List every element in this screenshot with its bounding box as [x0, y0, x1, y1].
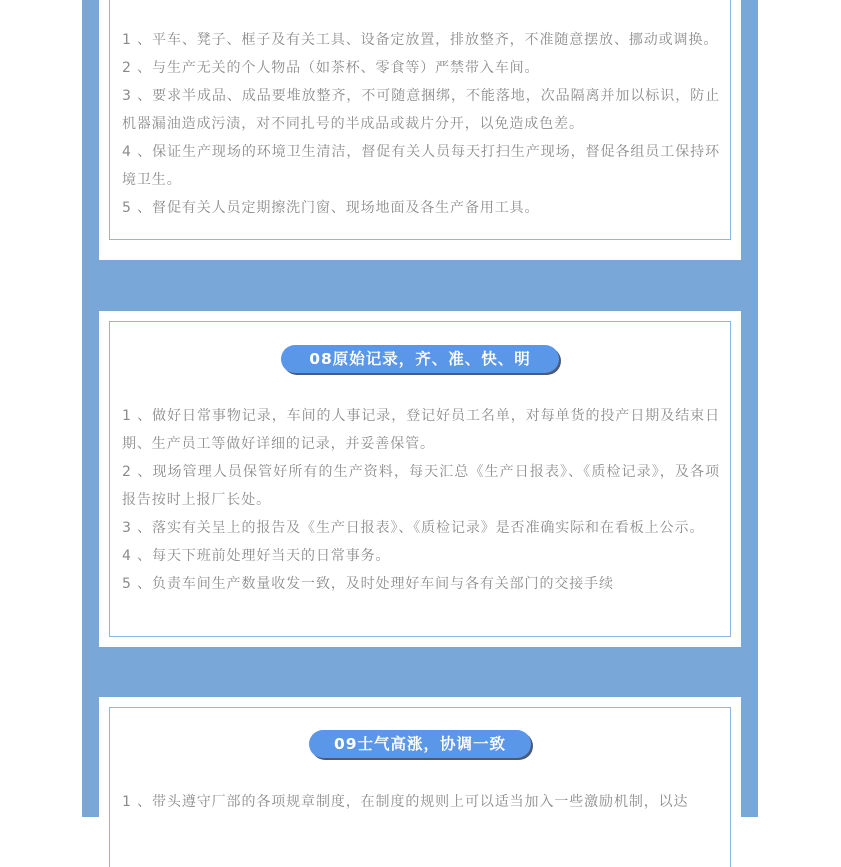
- section-title-badge: 08原始记录，齐、准、快、明: [281, 345, 559, 373]
- section-frame: [109, 321, 731, 637]
- list-item: 3 、落实有关呈上的报告及《生产日报表》、《质检记录》是否准确实际和在看板上公示。: [122, 520, 705, 536]
- list-item: 5 、督促有关人员定期擦洗门窗、现场地面及各生产备用工具。: [122, 200, 540, 216]
- list-item: 1 、带头遵守厂部的各项规章制度，在制度的规则上可以适当加入一些激励机制，以达: [122, 794, 689, 810]
- section-frame: [109, 0, 731, 240]
- section-card-07: [99, 0, 741, 260]
- list-item: 4 、每天下班前处理好当天的日常事务。: [122, 548, 391, 564]
- list-item: 2 、与生产无关的个人物品（如茶杯、零食等）严禁带入车间。: [122, 60, 540, 76]
- list-item: 4 、保证生产现场的环境卫生清洁，督促有关人员每天打扫生产现场，督促各组员工保持环境卫生。: [122, 144, 720, 188]
- list-item: 5 、负责车间生产数量收发一致，及时处理好车间与各有关部门的交接手续: [122, 576, 614, 592]
- section-items: [122, 26, 720, 222]
- list-item: 1 、平车、凳子、框子及有关工具、设备定放置，排放整齐，不准随意摆放、挪动或调换。: [122, 32, 719, 48]
- section-card-08: [99, 311, 741, 647]
- section-items: [122, 788, 720, 816]
- section-card-09: [99, 697, 741, 857]
- content-column: [82, 0, 758, 817]
- list-item: 1 、做好日常事物记录，车间的人事记录，登记好员工名单，对每单货的投产日期及结束日期、生产员工等做好详细的记录，并妥善保管。: [122, 408, 720, 452]
- section-frame: [109, 707, 731, 867]
- section-title-badge: 09士气高涨，协调一致: [309, 730, 531, 758]
- list-item: 3 、要求半成品、成品要堆放整齐，不可随意捆绑，不能落地，次品隔离并加以标识，防止机器漏油造成污渍，对不同扎号的半成品或裁片分开，以免造成色差。: [122, 88, 720, 132]
- list-item: 2 、现场管理人员保管好所有的生产资料，每天汇总《生产日报表》、《质检记录》，及各项报告按时上报厂长处。: [122, 464, 720, 508]
- section-items: [122, 402, 720, 598]
